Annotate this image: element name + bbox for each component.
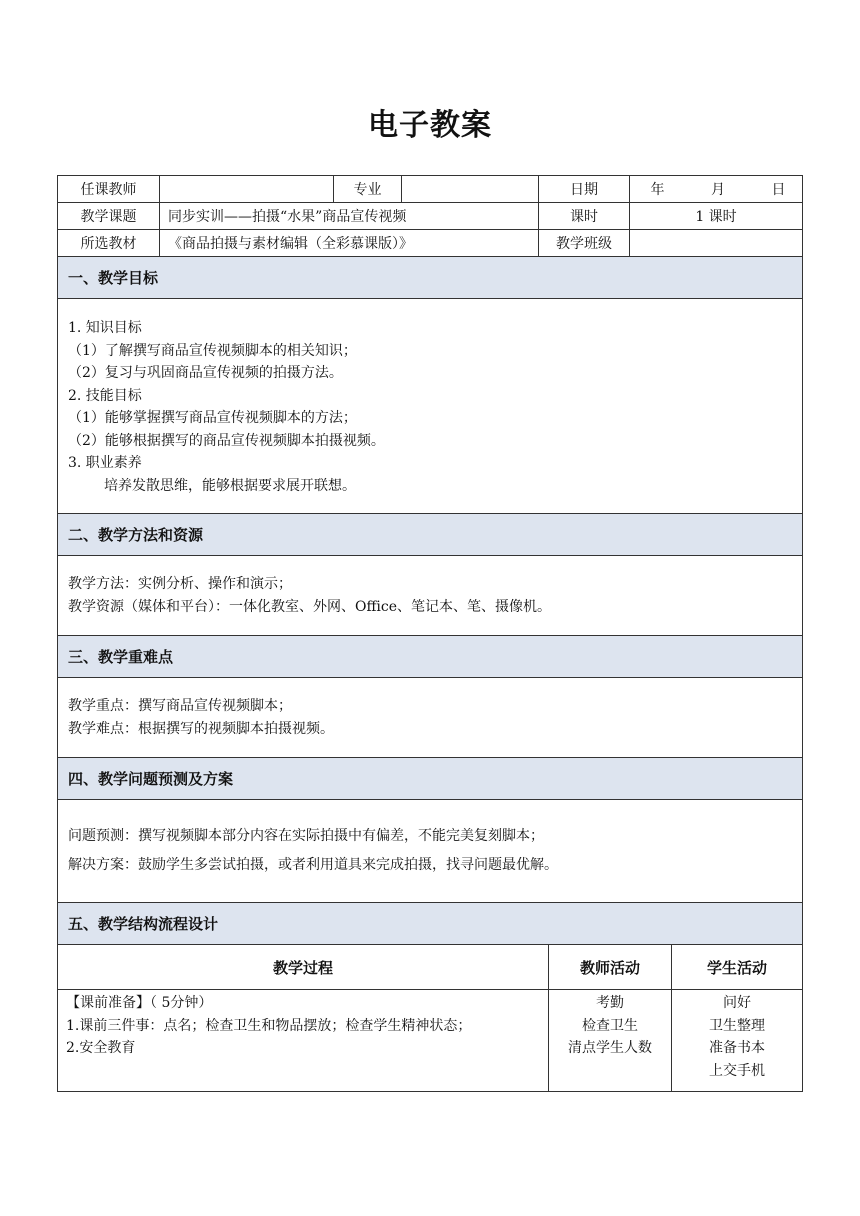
page-title: 电子教案 <box>368 108 492 143</box>
key-point-line: 教学重点：撰写商品宣传视频脚本； <box>68 698 292 714</box>
flow-teacher-cell[interactable] <box>549 990 672 1092</box>
process-line: 2.安全教育 <box>66 1040 136 1056</box>
section-3-content[interactable] <box>58 678 803 758</box>
section-4-content[interactable] <box>58 800 803 903</box>
section-heading-flow <box>58 903 803 945</box>
problem-line: 问题预测：撰写视频脚本部分内容在实际拍摄中有偏差，不能完美复刻脚本； <box>68 828 544 844</box>
flow-row <box>58 990 803 1092</box>
section-4-heading: 四、教学问题预测及方案 <box>58 758 803 800</box>
teacher-activity: 考勤 <box>596 995 624 1011</box>
section-heading-methods <box>58 514 803 556</box>
teacher-label: 任课教师 <box>58 176 160 203</box>
textbook-value[interactable]: 《商品拍摄与素材编辑（全彩慕课版）》 <box>160 230 539 257</box>
section-3-heading: 三、教学重难点 <box>58 636 803 678</box>
info-row-1 <box>58 176 803 203</box>
objective-line: （1）能够掌握撰写商品宣传视频脚本的方法； <box>68 410 357 426</box>
section-2-content[interactable] <box>58 556 803 636</box>
objective-line: 1. 知识目标 <box>68 320 142 336</box>
flow-col-teacher: 教师活动 <box>549 945 672 990</box>
teacher-activity: 检查卫生 <box>582 1017 638 1034</box>
section-5-heading: 五、教学结构流程设计 <box>58 903 803 945</box>
objective-line: 3. 职业素养 <box>68 455 142 471</box>
hours-value[interactable]: 1 课时 <box>630 203 803 230</box>
info-row-3 <box>58 230 803 257</box>
date-label: 日期 <box>539 176 630 203</box>
student-activity: 准备书本 <box>709 1040 765 1056</box>
hours-label: 课时 <box>539 203 630 230</box>
section-body-methods <box>58 556 803 636</box>
teacher-activity: 清点学生人数 <box>568 1040 652 1056</box>
textbook-label: 所选教材 <box>58 230 160 257</box>
date-value[interactable] <box>630 176 803 203</box>
section-body-key-points <box>58 678 803 758</box>
objective-line-indented: 培养发散思维，能够根据要求展开联想。 <box>104 477 356 494</box>
lesson-plan-table-wrapper <box>57 175 802 1092</box>
flow-table <box>57 944 803 1092</box>
flow-student-cell[interactable] <box>672 990 803 1092</box>
student-activity: 问好 <box>723 995 751 1011</box>
flow-col-student: 学生活动 <box>672 945 803 990</box>
class-value[interactable] <box>630 230 803 257</box>
section-1-content[interactable] <box>58 299 803 514</box>
objective-line: （2）能够根据撰写的商品宣传视频脚本拍摄视频。 <box>68 432 385 449</box>
topic-value[interactable]: 同步实训——拍摄“水果”商品宣传视频 <box>160 203 539 230</box>
flow-process-cell[interactable] <box>58 990 549 1092</box>
problem-line: 解决方案：鼓励学生多尝试拍摄，或者利用道具来完成拍摄，找寻问题最优解。 <box>68 857 558 873</box>
lesson-plan-table <box>57 175 803 945</box>
flow-header-row <box>58 945 803 990</box>
flow-col-process: 教学过程 <box>58 945 549 990</box>
section-body-objectives <box>58 299 803 514</box>
process-line: 【课前准备】（ 5分钟） <box>66 995 213 1011</box>
section-2-heading: 二、教学方法和资源 <box>58 514 803 556</box>
section-body-problems <box>58 800 803 903</box>
objective-line: （1）了解撰写商品宣传视频脚本的相关知识； <box>68 342 357 359</box>
info-row-2 <box>58 203 803 230</box>
date-year: 年 <box>650 182 665 198</box>
major-label: 专业 <box>334 176 402 203</box>
section-heading-objectives <box>58 257 803 299</box>
class-label: 教学班级 <box>539 230 630 257</box>
section-heading-key-points <box>58 636 803 678</box>
date-day: 日 <box>771 182 786 198</box>
section-1-heading: 一、教学目标 <box>58 257 803 299</box>
student-activity: 上交手机 <box>709 1062 765 1079</box>
objective-line: 2. 技能目标 <box>68 387 142 404</box>
date-month: 月 <box>711 182 725 198</box>
methods-line: 教学方法：实例分析、操作和演示； <box>68 576 292 592</box>
methods-line: 教学资源（媒体和平台）：一体化教室、外网、Office、笔记本、笔、摄像机。 <box>68 598 552 615</box>
topic-label: 教学课题 <box>58 203 160 230</box>
student-activity: 卫生整理 <box>709 1017 765 1034</box>
teacher-value[interactable] <box>160 176 334 203</box>
section-heading-problems <box>58 758 803 800</box>
key-point-line: 教学难点：根据撰写的视频脚本拍摄视频。 <box>68 720 334 737</box>
major-value[interactable] <box>402 176 539 203</box>
objective-line: （2）复习与巩固商品宣传视频的拍摄方法。 <box>68 365 343 381</box>
process-line: 1.课前三件事：点名；检查卫生和物品摆放；检查学生精神状态； <box>66 1017 472 1034</box>
